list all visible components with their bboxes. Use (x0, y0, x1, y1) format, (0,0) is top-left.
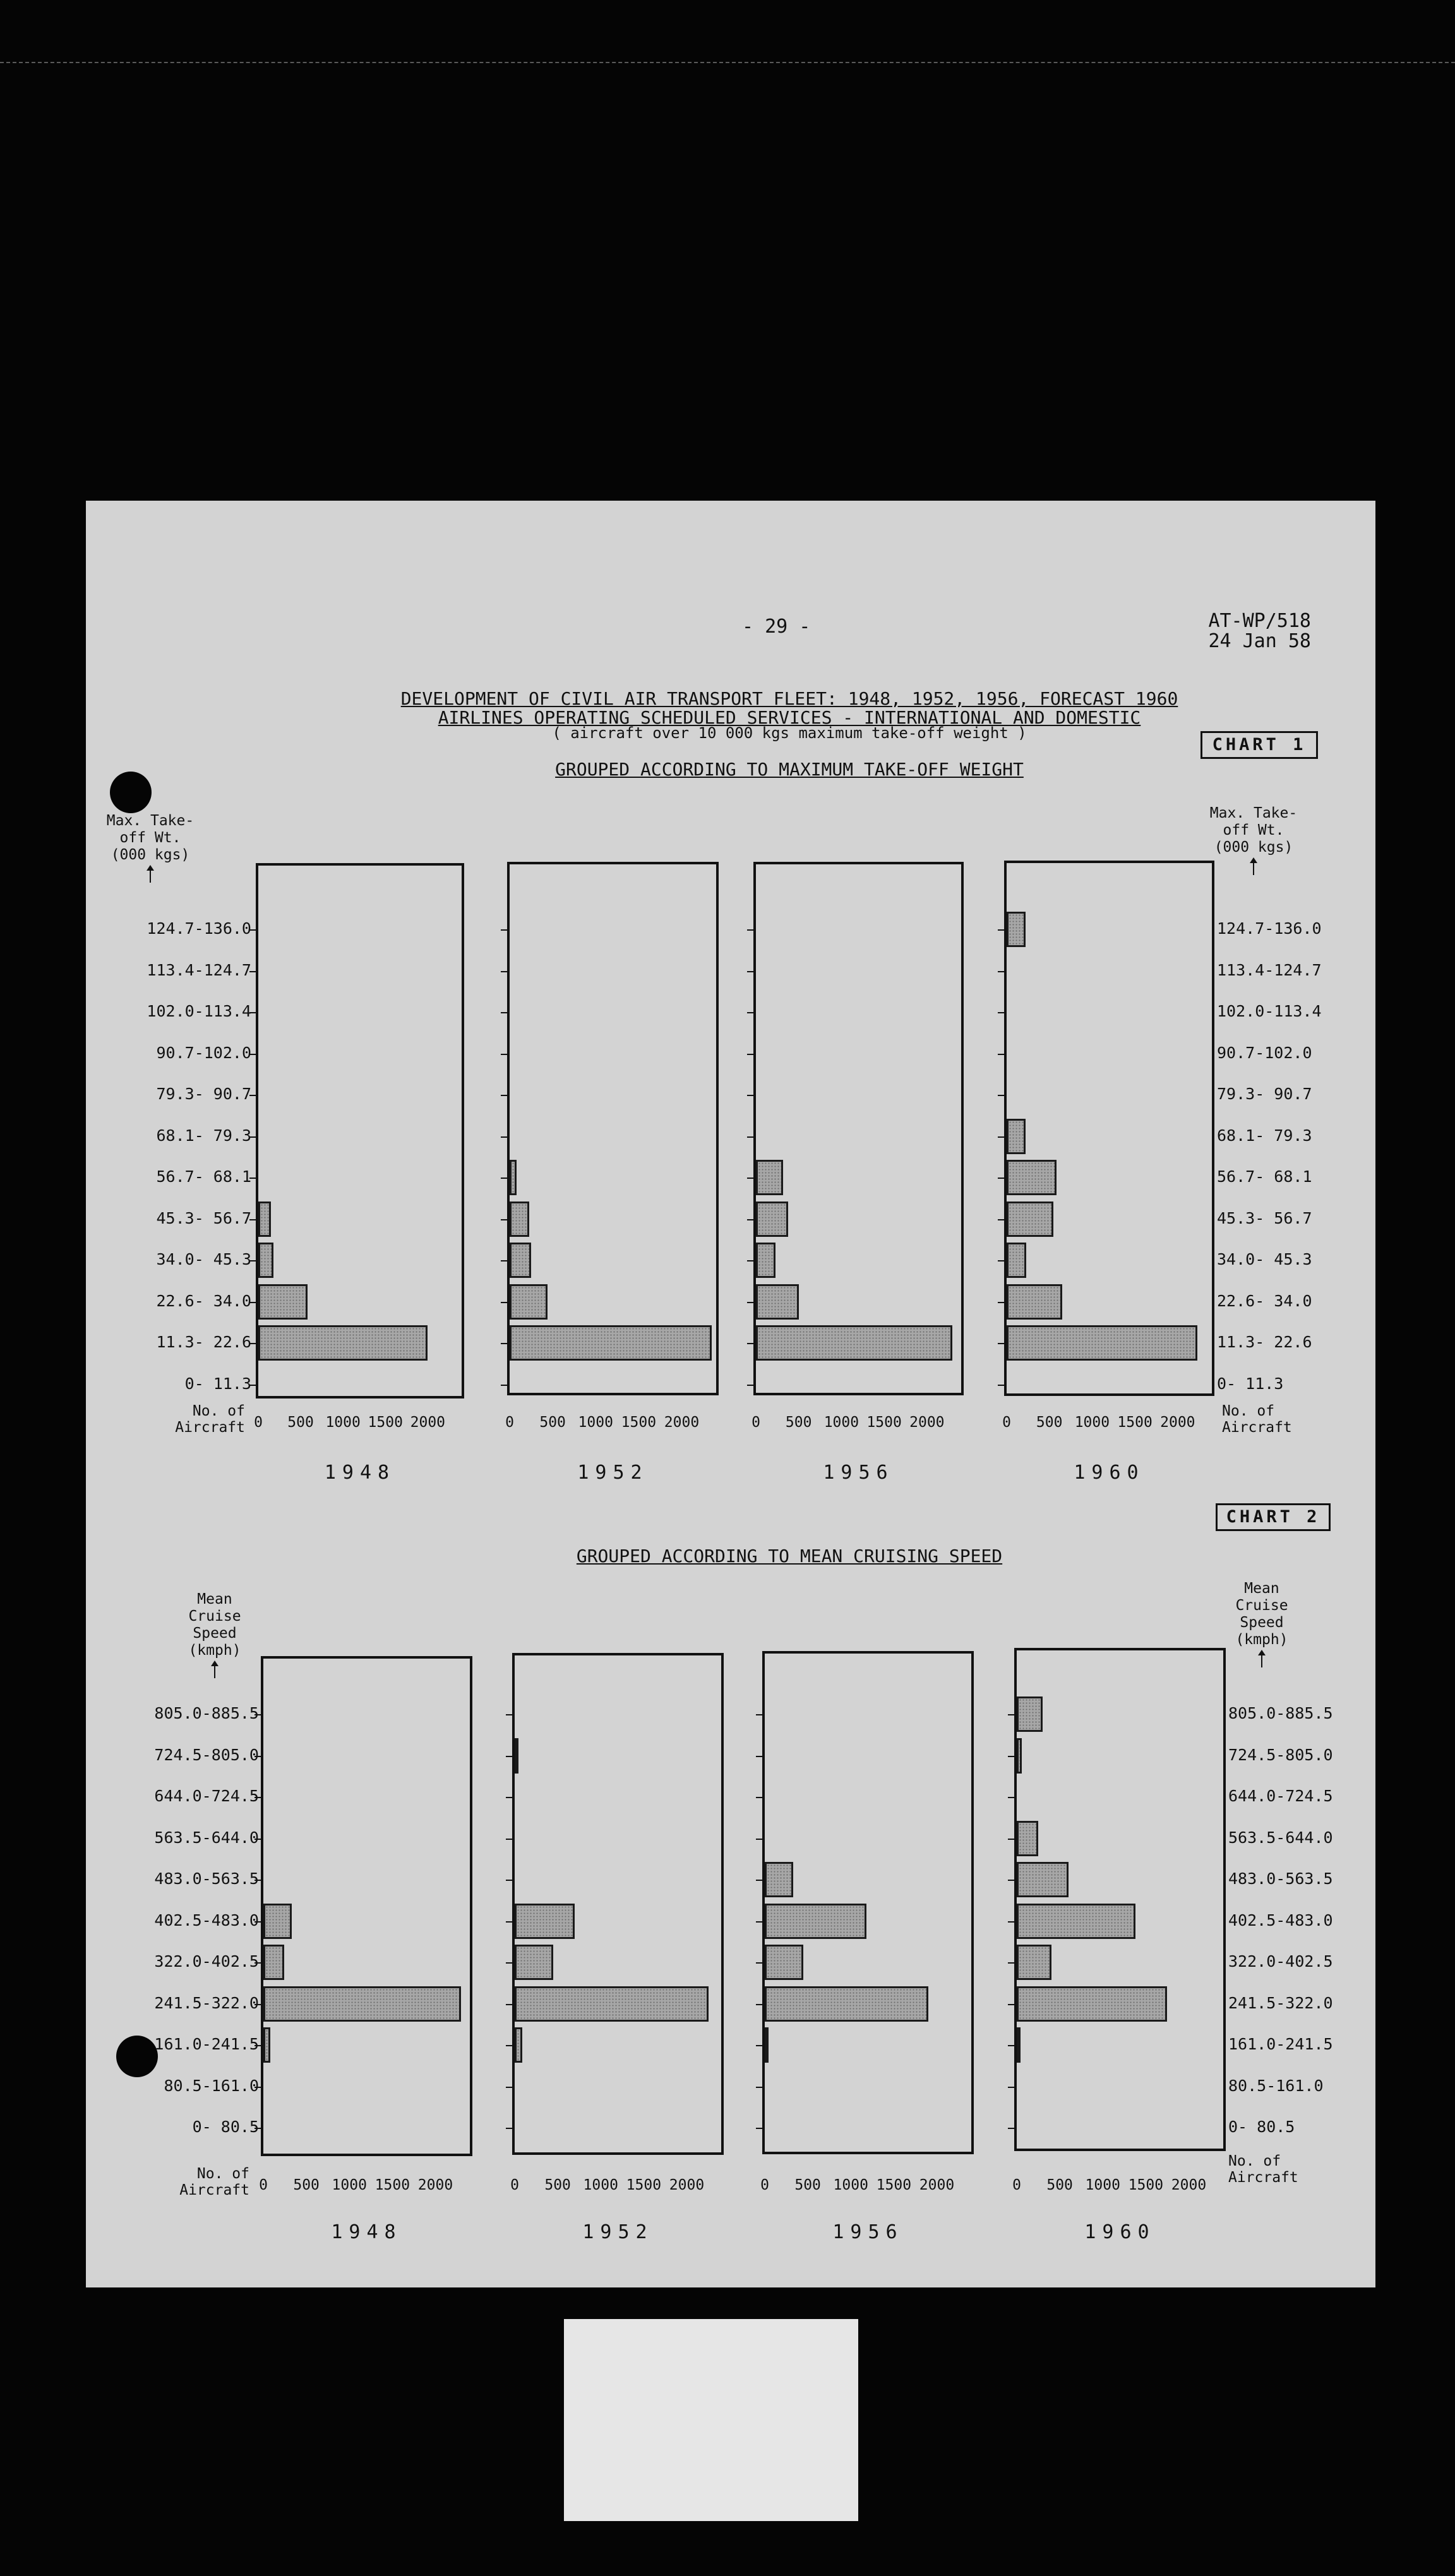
y-tick-mark (254, 1880, 261, 1881)
series-year-label: 1948 (331, 2221, 402, 2243)
y-tick-mark (506, 2087, 512, 2088)
x-axis-title-line: No. of (1222, 1403, 1275, 1419)
y-tick-mark (1008, 2128, 1014, 2129)
y-tick-mark (254, 2087, 261, 2088)
y-category-label: 34.0- 45.3 (1217, 1250, 1312, 1268)
y-category-label: 113.4-124.7 (147, 960, 251, 979)
y-tick-mark (756, 2045, 762, 2046)
film-label-tab (564, 2319, 858, 2521)
y-axis-title (1205, 1580, 1319, 1649)
y-tick-mark (747, 1385, 753, 1386)
y-tick-mark (998, 929, 1004, 931)
y-axis-title-line: (kmph) (1235, 1631, 1288, 1648)
page-subtitle: AIRLINES OPERATING SCHEDULED SERVICES - INTERNATIONAL AND DOMESTIC (438, 707, 1141, 728)
y-axis-title-line: Cruise (188, 1608, 241, 1625)
bar (1017, 1862, 1069, 1897)
y-axis-title (158, 1591, 272, 1659)
bar (258, 1284, 308, 1320)
y-tick-mark (1008, 2087, 1014, 2088)
bar (510, 1160, 517, 1195)
y-tick-mark (756, 2004, 762, 2005)
x-axis-title-line: Aircraft (1228, 2169, 1298, 2186)
x-tick-label: 2000 (669, 2177, 705, 2193)
chart-panel-1948 (256, 863, 464, 1398)
y-tick-mark (998, 1385, 1004, 1386)
bar (1017, 1945, 1051, 1980)
bar (1007, 1119, 1026, 1154)
x-axis-title-line: Aircraft (179, 2182, 249, 2198)
y-tick-mark (747, 1136, 753, 1138)
bar (1007, 1202, 1053, 1237)
x-tick-label: 500 (544, 2177, 571, 2193)
bar (756, 1202, 788, 1237)
punch-hole (110, 772, 152, 813)
y-tick-mark (506, 1921, 512, 1923)
x-tick-label: 0 (751, 1414, 760, 1431)
bar (510, 1202, 529, 1237)
y-tick-mark (506, 1714, 512, 1715)
y-tick-mark (998, 1095, 1004, 1096)
series-year-label: 1952 (582, 2221, 654, 2243)
y-tick-mark (998, 1260, 1004, 1261)
y-category-label: 80.5-161.0 (1228, 2076, 1324, 2095)
y-tick-mark (249, 1095, 256, 1096)
x-tick-label: 0 (259, 2177, 268, 2193)
y-category-label: 56.7- 68.1 (156, 1167, 251, 1186)
bar (756, 1284, 799, 1320)
y-category-label: 34.0- 45.3 (156, 1250, 251, 1268)
x-tick-label: 1500 (626, 2177, 662, 2193)
page-number: - 29 - (742, 616, 811, 638)
y-tick-mark (249, 971, 256, 972)
x-tick-label: 2000 (664, 1414, 700, 1431)
y-category-label: 22.6- 34.0 (156, 1291, 251, 1310)
y-category-label: 113.4-124.7 (1217, 960, 1322, 979)
y-tick-mark (506, 2045, 512, 2046)
y-category-label: 79.3- 90.7 (156, 1085, 251, 1103)
x-axis-title (1228, 2153, 1310, 2186)
bar (263, 1945, 284, 1980)
y-tick-mark (1008, 1797, 1014, 1798)
x-tick-label: 500 (287, 1414, 314, 1431)
y-category-label: 241.5-322.0 (154, 1993, 259, 2012)
y-category-label: 161.0-241.5 (1228, 2035, 1333, 2053)
x-axis-title-line: No. of (1228, 2153, 1281, 2169)
y-category-label: 0- 80.5 (192, 2118, 259, 2136)
y-tick-mark (254, 1756, 261, 1757)
y-tick-mark (501, 1219, 507, 1220)
x-axis-title-line: No. of (196, 2166, 249, 2182)
y-tick-mark (998, 1302, 1004, 1303)
chart-panel-1956 (762, 1651, 974, 2154)
y-tick-mark (249, 1343, 256, 1344)
y-tick-mark (254, 2004, 261, 2005)
bar (765, 1862, 793, 1897)
up-arrow-icon (1253, 860, 1254, 875)
y-axis-title-line: Speed (193, 1625, 237, 1642)
bar (510, 1243, 531, 1278)
x-tick-label: 500 (539, 1414, 566, 1431)
bar (756, 1160, 783, 1195)
y-tick-mark (1008, 1839, 1014, 1840)
bar (756, 1243, 775, 1278)
chart1-box-label: CHART 1 (1201, 731, 1318, 759)
bar (1007, 912, 1026, 947)
y-tick-mark (998, 1343, 1004, 1344)
bar (263, 2027, 270, 2063)
chart-panel-1948 (261, 1656, 472, 2156)
y-category-label: 79.3- 90.7 (1217, 1085, 1312, 1103)
y-category-label: 483.0-563.5 (1228, 1869, 1333, 1888)
x-tick-label: 1000 (583, 2177, 618, 2193)
y-category-label: 124.7-136.0 (1217, 919, 1322, 938)
y-category-label: 644.0-724.5 (154, 1787, 259, 1805)
y-category-label: 0- 80.5 (1228, 2118, 1295, 2136)
y-tick-mark (249, 1260, 256, 1261)
y-tick-mark (998, 1012, 1004, 1013)
y-tick-mark (254, 1797, 261, 1798)
x-tick-label: 1000 (332, 2177, 367, 2193)
x-tick-label: 0 (505, 1414, 514, 1431)
y-tick-mark (506, 2128, 512, 2129)
x-tick-label: 2000 (417, 2177, 453, 2193)
y-category-label: 22.6- 34.0 (1217, 1291, 1312, 1310)
y-tick-mark (747, 1095, 753, 1096)
y-tick-mark (998, 971, 1004, 972)
y-category-label: 45.3- 56.7 (156, 1208, 251, 1227)
y-axis-title-line: (000 kgs) (111, 847, 190, 863)
y-axis-title-line: Mean (1244, 1580, 1279, 1597)
chart-panel-1952 (507, 862, 719, 1395)
y-axis-title-line: Mean (197, 1591, 232, 1607)
x-tick-label: 1500 (876, 2177, 912, 2193)
y-tick-mark (254, 1839, 261, 1840)
y-tick-mark (249, 929, 256, 931)
y-category-label: 563.5-644.0 (154, 1828, 259, 1847)
y-tick-mark (501, 1178, 507, 1179)
y-tick-mark (501, 1054, 507, 1055)
bar (1017, 1904, 1135, 1939)
x-tick-label: 0 (254, 1414, 263, 1431)
bar (515, 1986, 709, 2022)
bar (1007, 1284, 1062, 1320)
y-category-label: 80.5-161.0 (164, 2076, 259, 2095)
y-category-label: 11.3- 22.6 (1217, 1333, 1312, 1351)
x-tick-label: 1500 (866, 1414, 902, 1431)
chart2-heading: GROUPED ACCORDING TO MEAN CRUISING SPEED (576, 1546, 1003, 1566)
y-tick-mark (756, 2128, 762, 2129)
series-year-label: 1956 (823, 1462, 894, 1484)
y-tick-mark (1008, 1921, 1014, 1923)
y-tick-mark (998, 1178, 1004, 1179)
y-tick-mark (249, 1385, 256, 1386)
x-tick-label: 1000 (578, 1414, 613, 1431)
y-category-label: 102.0-113.4 (147, 1002, 251, 1020)
y-tick-mark (506, 1839, 512, 1840)
y-axis-title-line: Max. Take- (106, 813, 195, 829)
y-category-label: 11.3- 22.6 (156, 1333, 251, 1351)
x-tick-label: 1000 (823, 1414, 859, 1431)
y-category-label: 90.7-102.0 (1217, 1043, 1312, 1062)
y-tick-mark (747, 971, 753, 972)
x-tick-label: 500 (785, 1414, 812, 1431)
bar (1017, 1738, 1022, 1774)
bar (510, 1284, 548, 1320)
x-tick-label: 1500 (374, 2177, 410, 2193)
y-tick-mark (756, 1921, 762, 1923)
doc-ref-date: 24 Jan 58 (1208, 630, 1311, 652)
y-axis-title-line: (kmph) (188, 1642, 241, 1659)
chart-panel-1952 (512, 1653, 724, 2155)
y-tick-mark (1008, 1962, 1014, 1964)
page-note: ( aircraft over 10 000 kgs maximum take-off weight ) (552, 724, 1027, 742)
x-tick-label: 0 (1012, 2177, 1021, 2193)
y-tick-mark (501, 1095, 507, 1096)
bar (515, 1945, 553, 1980)
x-tick-label: 2000 (1171, 2177, 1207, 2193)
y-category-label: 161.0-241.5 (154, 2035, 259, 2053)
y-axis-title-line: (000 kgs) (1214, 839, 1293, 856)
series-year-label: 1960 (1074, 1462, 1145, 1484)
y-axis-title-line: off Wt. (119, 830, 181, 846)
y-category-label: 0- 11.3 (184, 1374, 251, 1393)
x-axis-title (1222, 1403, 1304, 1436)
y-tick-mark (747, 1260, 753, 1261)
chart-panel-1956 (753, 862, 964, 1395)
y-tick-mark (506, 1756, 512, 1757)
series-year-label: 1960 (1084, 2221, 1156, 2243)
bar (1017, 1821, 1038, 1856)
y-category-label: 0- 11.3 (1217, 1374, 1284, 1393)
y-category-label: 68.1- 79.3 (156, 1126, 251, 1145)
series-year-label: 1948 (324, 1462, 396, 1484)
y-tick-mark (249, 1012, 256, 1013)
document-reference (1122, 611, 1311, 652)
y-tick-mark (254, 1714, 261, 1715)
x-tick-label: 0 (1002, 1414, 1011, 1431)
bar (765, 1986, 928, 2022)
bar (1007, 1160, 1057, 1195)
y-category-label: 68.1- 79.3 (1217, 1126, 1312, 1145)
bar (765, 2027, 769, 2063)
y-category-label: 644.0-724.5 (1228, 1787, 1333, 1805)
up-arrow-icon (214, 1663, 215, 1678)
y-category-label: 322.0-402.5 (154, 1952, 259, 1971)
y-category-label: 102.0-113.4 (1217, 1002, 1322, 1020)
y-category-label: 56.7- 68.1 (1217, 1167, 1312, 1186)
y-tick-mark (501, 1385, 507, 1386)
bar (1007, 1325, 1197, 1361)
y-category-label: 124.7-136.0 (147, 919, 251, 938)
x-tick-label: 1500 (1128, 2177, 1164, 2193)
y-tick-mark (254, 1962, 261, 1964)
y-tick-mark (506, 2004, 512, 2005)
y-tick-mark (506, 1797, 512, 1798)
bar (765, 1904, 866, 1939)
y-tick-mark (747, 1219, 753, 1220)
y-category-label: 724.5-805.0 (1228, 1745, 1333, 1764)
x-tick-label: 1500 (368, 1414, 403, 1431)
bar (258, 1325, 428, 1361)
y-category-label: 241.5-322.0 (1228, 1993, 1333, 2012)
y-tick-mark (249, 1136, 256, 1138)
y-tick-mark (747, 1054, 753, 1055)
x-tick-label: 500 (1046, 2177, 1073, 2193)
chart1-heading: GROUPED ACCORDING TO MAXIMUM TAKE-OFF WEIGHT (555, 759, 1024, 780)
y-tick-mark (756, 1714, 762, 1715)
y-tick-mark (506, 1880, 512, 1881)
y-category-label: 805.0-885.5 (1228, 1704, 1333, 1722)
chart-panel-1960 (1004, 861, 1214, 1396)
y-tick-mark (1008, 2004, 1014, 2005)
y-axis-title-line: off Wt. (1223, 822, 1284, 838)
x-axis-title-line: Aircraft (1222, 1419, 1292, 1436)
x-axis-title-line: No. of (192, 1403, 245, 1419)
y-category-label: 45.3- 56.7 (1217, 1208, 1312, 1227)
up-arrow-icon (1261, 1652, 1262, 1667)
x-tick-label: 500 (293, 2177, 320, 2193)
up-arrow-icon (150, 868, 151, 883)
y-tick-mark (998, 1054, 1004, 1055)
x-tick-label: 500 (794, 2177, 821, 2193)
x-tick-label: 1000 (1074, 1414, 1110, 1431)
y-category-label: 402.5-483.0 (154, 1911, 259, 1929)
y-tick-mark (756, 2087, 762, 2088)
y-tick-mark (501, 929, 507, 931)
y-axis-title-line: Cruise (1235, 1597, 1288, 1614)
bar (258, 1243, 273, 1278)
x-tick-label: 1500 (1117, 1414, 1153, 1431)
y-tick-mark (254, 2045, 261, 2046)
y-tick-mark (249, 1219, 256, 1220)
y-tick-mark (747, 1302, 753, 1303)
bar (756, 1325, 952, 1361)
x-tick-label: 2000 (919, 2177, 955, 2193)
bar (515, 1904, 575, 1939)
y-category-label: 805.0-885.5 (154, 1704, 259, 1722)
y-tick-mark (747, 1012, 753, 1013)
y-category-label: 483.0-563.5 (154, 1869, 259, 1888)
doc-ref-code: AT-WP/518 (1208, 610, 1311, 632)
y-tick-mark (756, 1880, 762, 1881)
bar (515, 2027, 522, 2063)
bar (263, 1986, 461, 2022)
y-tick-mark (747, 1343, 753, 1344)
y-tick-mark (501, 1343, 507, 1344)
x-tick-label: 0 (760, 2177, 769, 2193)
bar (1017, 2027, 1021, 2063)
y-tick-mark (1008, 1756, 1014, 1757)
y-tick-mark (249, 1178, 256, 1179)
y-tick-mark (756, 1797, 762, 1798)
y-category-label: 563.5-644.0 (1228, 1828, 1333, 1847)
y-category-label: 322.0-402.5 (1228, 1952, 1333, 1971)
page-title: DEVELOPMENT OF CIVIL AIR TRANSPORT FLEET: 1948, 1952, 1956, FORECAST 1960 (400, 688, 1178, 709)
series-year-label: 1952 (577, 1462, 649, 1484)
y-tick-mark (756, 1839, 762, 1840)
x-tick-label: 1000 (1085, 2177, 1120, 2193)
chart-panel-1960 (1014, 1648, 1226, 2151)
x-axis-title (163, 1403, 245, 1436)
x-tick-label: 500 (1036, 1414, 1063, 1431)
y-tick-mark (998, 1219, 1004, 1220)
y-axis-title (1197, 805, 1310, 856)
x-axis-title (167, 2166, 249, 2198)
y-axis-title-line: Speed (1240, 1614, 1284, 1631)
y-tick-mark (506, 1962, 512, 1964)
x-tick-label: 2000 (410, 1414, 446, 1431)
y-tick-mark (249, 1302, 256, 1303)
bar (1017, 1986, 1167, 2022)
x-tick-label: 1000 (833, 2177, 868, 2193)
y-tick-mark (254, 1921, 261, 1923)
y-tick-mark (501, 1302, 507, 1303)
y-tick-mark (501, 971, 507, 972)
y-tick-mark (254, 2128, 261, 2129)
y-tick-mark (501, 1260, 507, 1261)
x-tick-label: 1500 (621, 1414, 657, 1431)
y-tick-mark (501, 1136, 507, 1138)
y-category-label: 724.5-805.0 (154, 1745, 259, 1764)
series-year-label: 1956 (832, 2221, 904, 2243)
bar (263, 1904, 292, 1939)
y-tick-mark (1008, 2045, 1014, 2046)
y-tick-mark (249, 1054, 256, 1055)
y-axis-title-line: Max. Take- (1209, 805, 1298, 821)
y-tick-mark (756, 1756, 762, 1757)
chart2-box-label: CHART 2 (1216, 1503, 1331, 1531)
y-tick-mark (747, 1178, 753, 1179)
y-axis-title (93, 813, 207, 864)
x-tick-label: 0 (510, 2177, 519, 2193)
y-tick-mark (756, 1962, 762, 1964)
y-tick-mark (1008, 1880, 1014, 1881)
bar (1017, 1696, 1043, 1732)
x-axis-title-line: Aircraft (175, 1419, 245, 1436)
bar (510, 1325, 712, 1361)
bar (258, 1202, 271, 1237)
x-tick-label: 1000 (325, 1414, 361, 1431)
y-tick-mark (747, 929, 753, 931)
y-tick-mark (501, 1012, 507, 1013)
bar (1007, 1243, 1026, 1278)
y-tick-mark (998, 1136, 1004, 1138)
x-tick-label: 2000 (1160, 1414, 1195, 1431)
x-tick-label: 2000 (909, 1414, 945, 1431)
bar (765, 1945, 803, 1980)
y-category-label: 402.5-483.0 (1228, 1911, 1333, 1929)
film-edge-line (0, 62, 1455, 63)
bar (515, 1738, 518, 1774)
y-category-label: 90.7-102.0 (156, 1043, 251, 1062)
y-tick-mark (1008, 1714, 1014, 1715)
